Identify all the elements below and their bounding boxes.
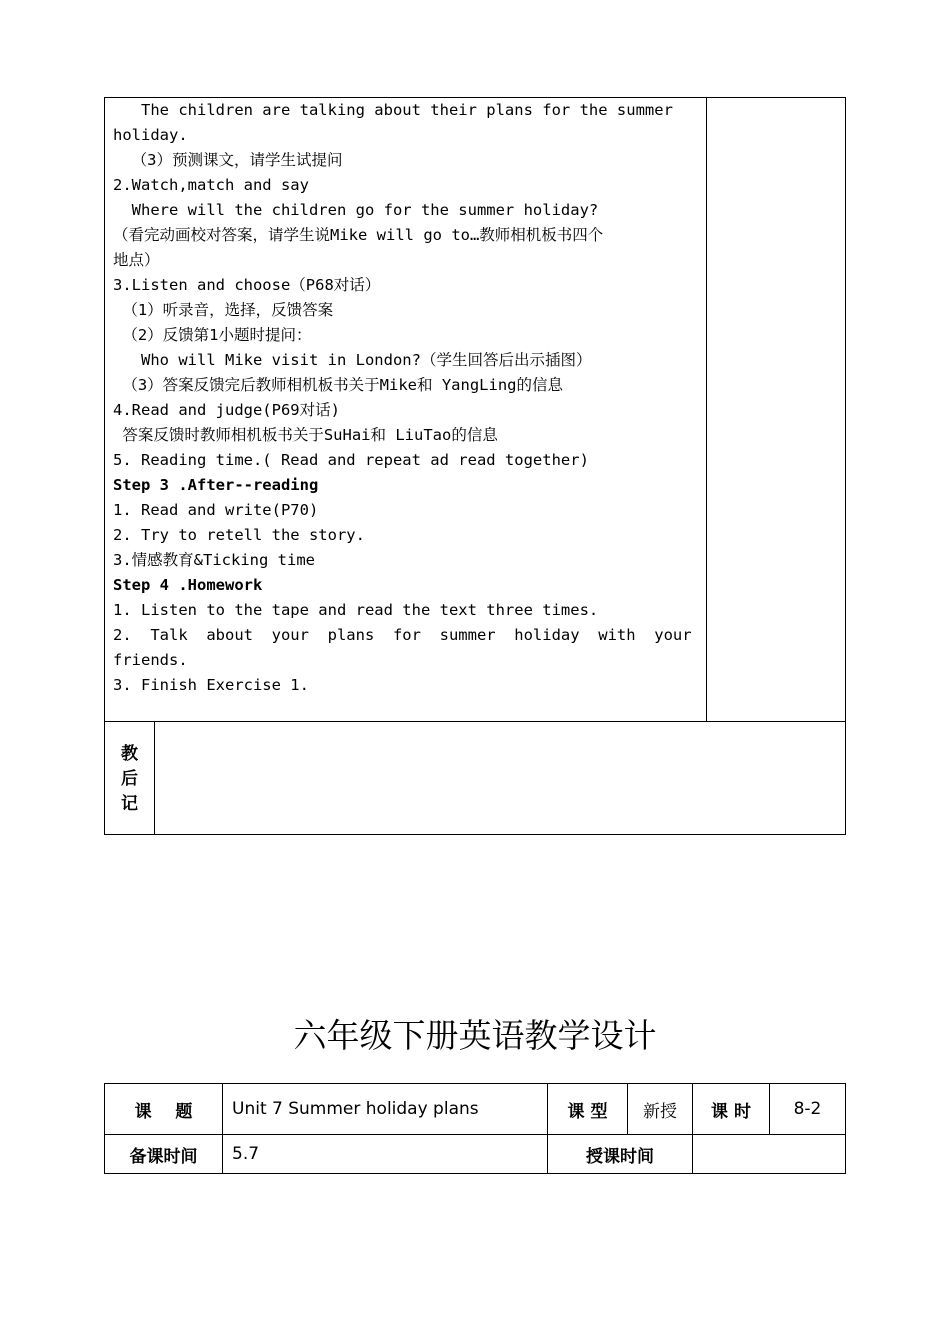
topic-value: Unit 7 Summer holiday plans: [223, 1084, 548, 1135]
content-line: Where will the children go for the summer holiday?: [113, 201, 599, 219]
period-value: 8-2: [770, 1084, 845, 1135]
content-line: （3）预测课文，请学生试提问: [113, 151, 343, 169]
content-line: 地点）: [113, 251, 160, 269]
type-value: 新授: [628, 1084, 693, 1135]
content-line: 2. Try to retell the story.: [113, 526, 365, 544]
topic-label: 课 题: [105, 1084, 223, 1135]
content-line: holiday.: [113, 126, 188, 144]
content-line: 3.情感教育&Ticking time: [113, 551, 315, 569]
design-title: 六年级下册英语教学设计: [293, 1016, 657, 1055]
content-line: 1. Read and write(P70): [113, 501, 319, 519]
after-class-char: 教: [121, 744, 138, 764]
content-line: 答案反馈时教师相机板书关于SuHai和 LiuTao的信息: [113, 426, 498, 444]
content-line: （看完动画校对答案，请学生说Mike will go to…教师相机板书四个: [113, 226, 604, 244]
step-heading: Step 3 .After--reading: [113, 476, 319, 494]
content-line: （3）答案反馈完后教师相机板书关于Mike和 YangLing的信息: [113, 376, 563, 394]
after-class-label: [105, 722, 155, 834]
teach-time-value: [693, 1135, 845, 1173]
content-line: 1. Listen to the tape and read the text three times.: [113, 601, 599, 619]
content-line: 4.Read and judge(P69对话): [113, 401, 340, 419]
content-line: friends.: [113, 651, 188, 669]
prep-time-value: 5.7: [223, 1135, 548, 1173]
content-line: Who will Mike visit in London?（学生回答后出示插图）: [113, 351, 592, 369]
content-line: The children are talking about their plans for the summer: [113, 101, 673, 119]
teach-time-label: 授课时间: [548, 1135, 693, 1173]
prep-time-label: 备课时间: [105, 1135, 223, 1173]
content-line: 3.Listen and choose（P68对话）: [113, 276, 381, 294]
step-heading: Step 4 .Homework: [113, 576, 263, 594]
content-line: （2）反馈第1小题时提问：: [113, 326, 312, 344]
content-line: 3. Finish Exercise 1.: [113, 676, 309, 694]
content-line: 5. Reading time.( Read and repeat ad read together): [113, 451, 589, 469]
lesson-procedure-table: [104, 97, 846, 835]
after-class-char: 后: [121, 769, 138, 789]
after-class-row: [105, 721, 845, 834]
procedure-content-cell: [105, 98, 707, 721]
notes-cell: [707, 98, 845, 721]
period-label: 课 时: [693, 1084, 770, 1135]
after-class-char: 记: [121, 794, 138, 814]
content-line: （1）听录音，选择，反馈答案: [113, 301, 334, 319]
content-line: 2.Watch,match and say: [113, 176, 309, 194]
type-label: 课 型: [548, 1084, 628, 1135]
lesson-info-table: [104, 1083, 846, 1174]
content-line: 2. Talk about your plans for summer holiday with your: [113, 626, 692, 644]
